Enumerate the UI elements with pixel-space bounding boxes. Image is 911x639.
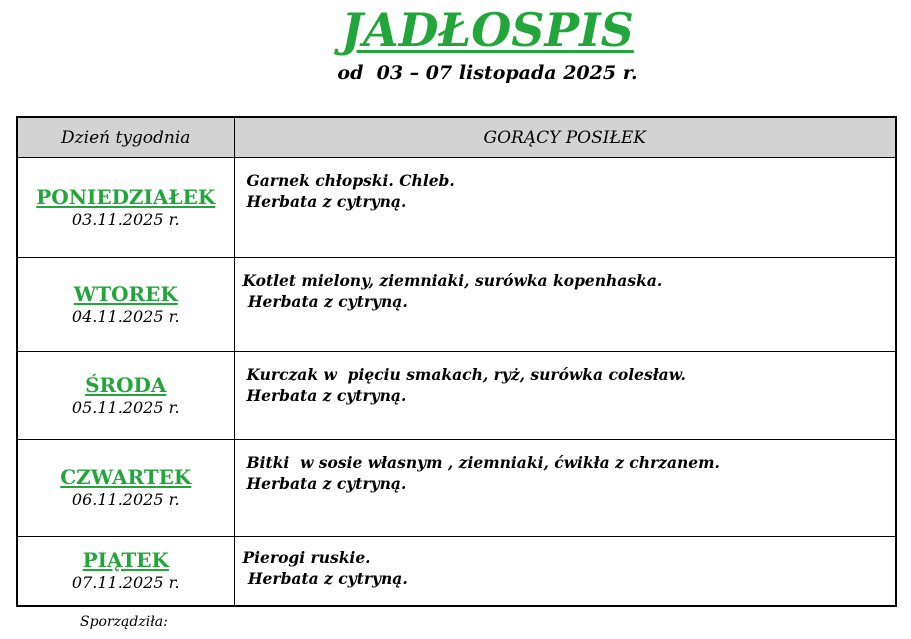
meal-cell bbox=[234, 352, 896, 440]
day-name: ŚRODA bbox=[85, 372, 167, 397]
day-name: PONIEDZIAŁEK bbox=[36, 184, 216, 209]
page-title: JADŁOSPIS bbox=[341, 3, 634, 57]
menu-table bbox=[16, 116, 897, 607]
date-range-subtitle: od 03 – 07 listopada 2025 r. bbox=[337, 62, 638, 84]
table-row bbox=[17, 158, 896, 258]
day-date: 04.11.2025 r. bbox=[71, 306, 180, 326]
day-date: 05.11.2025 r. bbox=[71, 397, 180, 417]
day-name: PIĄTEK bbox=[82, 547, 169, 572]
table-header-row bbox=[17, 117, 896, 158]
table-row bbox=[17, 440, 896, 537]
meal-text: Pierogi ruskie. bbox=[242, 548, 371, 567]
day-cell bbox=[17, 537, 234, 606]
drink-text: Herbata z cytryną. bbox=[246, 474, 407, 493]
table-row bbox=[17, 258, 896, 352]
drink-text: Herbata z cytryną. bbox=[246, 386, 407, 405]
meal-cell bbox=[234, 258, 896, 352]
meal-cell bbox=[234, 440, 896, 537]
table-row bbox=[17, 352, 896, 440]
day-cell bbox=[17, 258, 234, 352]
day-cell bbox=[17, 440, 234, 537]
day-date: 06.11.2025 r. bbox=[71, 490, 180, 509]
meal-text: Kotlet mielony, ziemniaki, surówka kopenhaska. bbox=[242, 271, 663, 290]
day-date: 03.11.2025 r. bbox=[71, 209, 180, 229]
meal-cell bbox=[234, 158, 896, 258]
day-cell bbox=[17, 158, 234, 258]
column-header-day: Dzień tygodnia bbox=[17, 117, 234, 158]
meal-text: Garnek chłopski. Chleb. bbox=[246, 171, 455, 190]
meal-text: Bitki w sosie własnym , ziemniaki, ćwikła z chrzanem. bbox=[246, 453, 720, 472]
column-header-meal: GORĄCY POSIŁEK bbox=[234, 117, 896, 158]
day-cell bbox=[17, 352, 234, 440]
drink-text: Herbata z cytryną. bbox=[246, 192, 407, 211]
day-date: 07.11.2025 r. bbox=[71, 572, 180, 592]
drink-text: Herbata z cytryną. bbox=[242, 292, 408, 311]
table-row bbox=[17, 537, 896, 606]
day-name: WTOREK bbox=[73, 281, 178, 306]
meal-text: Kurczak w pięciu smakach, ryż, surówka colesław. bbox=[246, 365, 686, 384]
meal-cell bbox=[234, 537, 896, 606]
prepared-by-label: Sporządziła: bbox=[80, 614, 168, 630]
drink-text: Herbata z cytryną. bbox=[242, 569, 408, 588]
day-name: CZWARTEK bbox=[60, 465, 192, 489]
